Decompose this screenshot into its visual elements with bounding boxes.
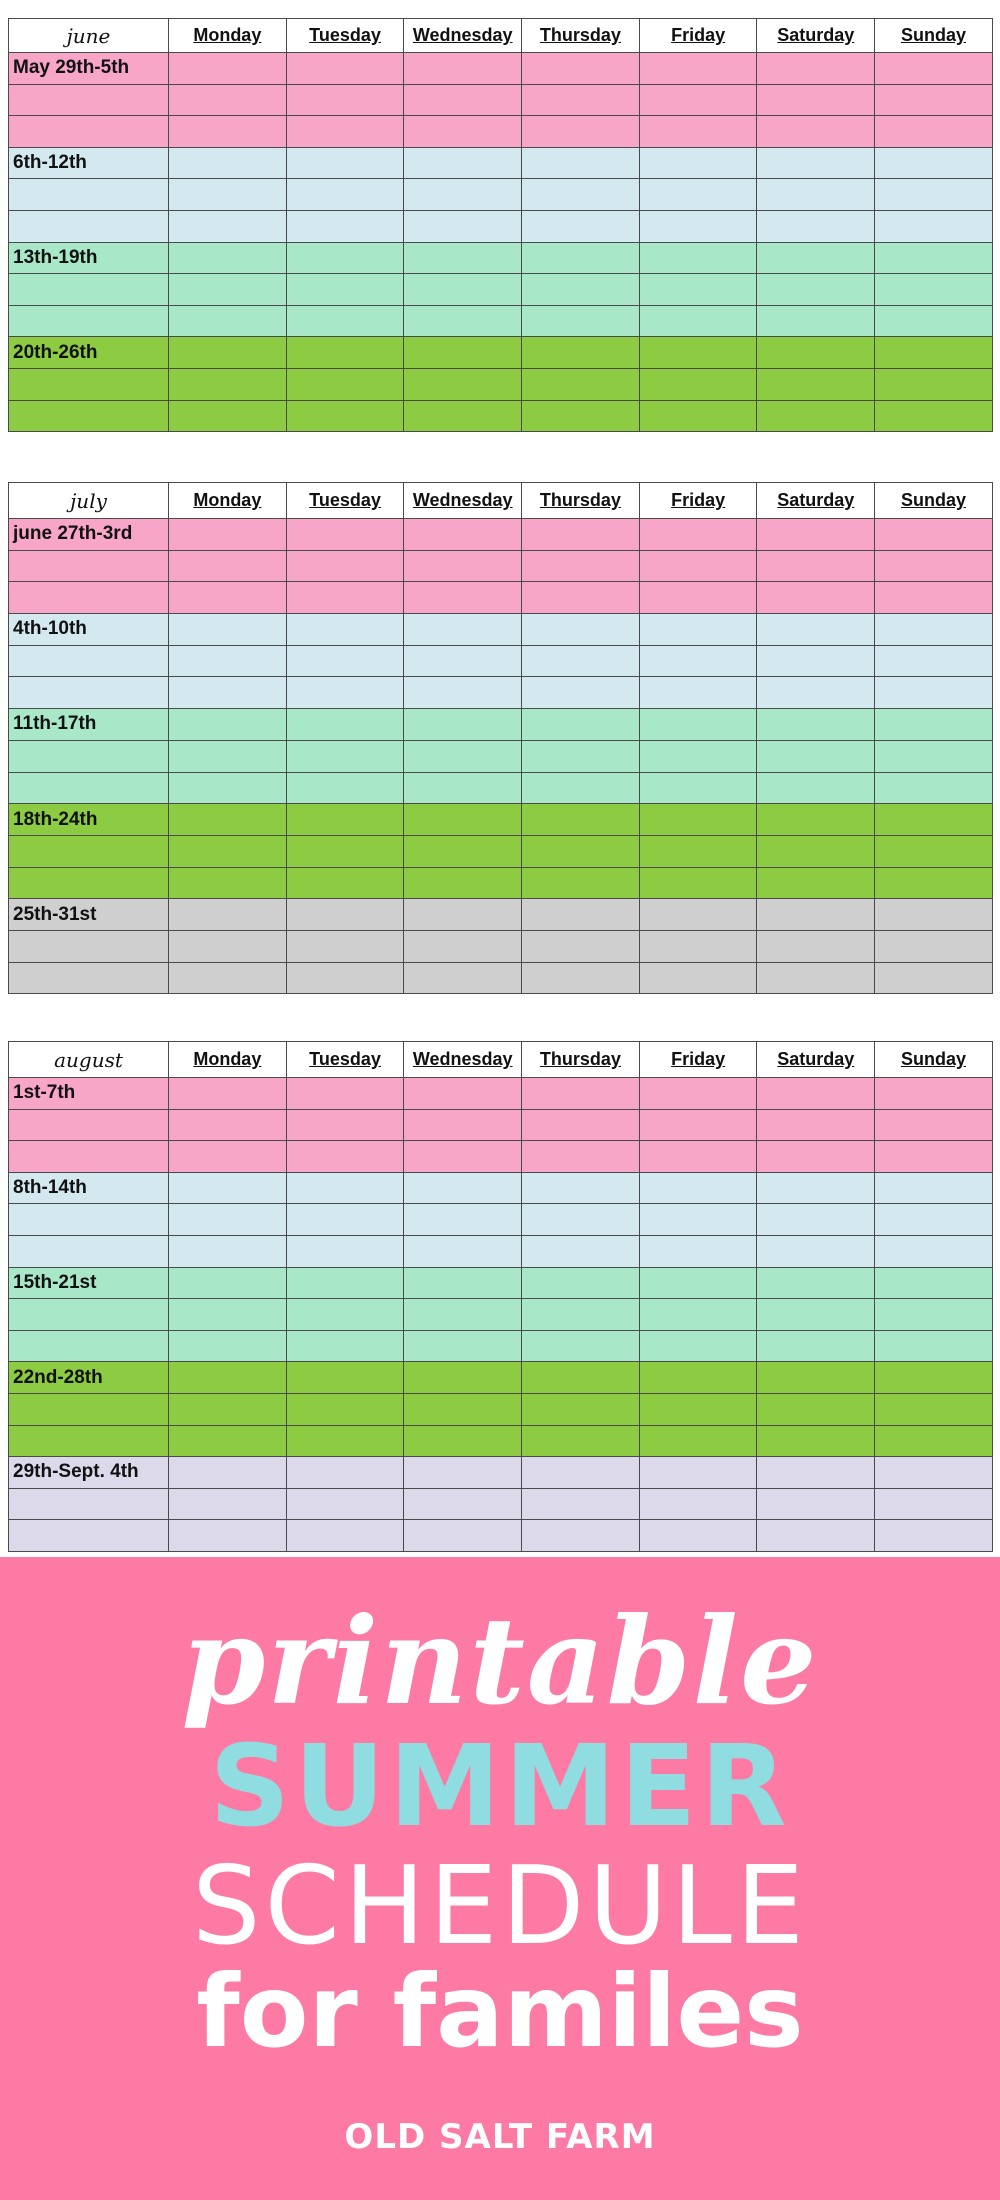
banner-summer-text: SUMMER: [209, 1722, 791, 1852]
week-label: 8th-14th: [9, 1172, 169, 1204]
week-row: [9, 1141, 993, 1173]
week-row: [9, 1488, 993, 1520]
week-row: [9, 1204, 993, 1236]
week-row: [9, 1267, 993, 1299]
day-header: Sunday: [875, 483, 993, 519]
week-label: 1st-7th: [9, 1078, 169, 1110]
title-banner: [0, 1557, 1000, 2200]
week-label: 20th-26th: [9, 337, 169, 369]
banner-printable-text: printable: [181, 1591, 819, 1732]
day-header: Saturday: [757, 1042, 875, 1078]
week-row: [9, 645, 993, 677]
week-row: [9, 550, 993, 582]
week-row: [9, 1078, 993, 1110]
week-label: 18th-24th: [9, 804, 169, 836]
week-label: May 29th-5th: [9, 53, 169, 85]
week-row: [9, 1393, 993, 1425]
week-row: [9, 305, 993, 337]
week-row: [9, 962, 993, 994]
banner-schedule-text: SCHEDULE: [191, 1844, 809, 1969]
june-schedule-table: [8, 18, 993, 432]
day-header: Friday: [639, 1042, 757, 1078]
banner-families-text: for familes: [196, 1953, 804, 2070]
day-header: Sunday: [875, 19, 993, 53]
week-label: 11th-17th: [9, 709, 169, 741]
week-row: [9, 772, 993, 804]
week-label: june 27th-3rd: [9, 519, 169, 551]
week-row: [9, 84, 993, 116]
day-header: Tuesday: [286, 483, 404, 519]
day-header: Saturday: [757, 483, 875, 519]
week-row: [9, 614, 993, 646]
week-row: [9, 147, 993, 179]
week-row: [9, 1235, 993, 1267]
brand-name: OLD SALT FARM: [344, 2117, 656, 2157]
day-header: Thursday: [522, 1042, 640, 1078]
month-header: july: [9, 483, 169, 519]
header-row: [9, 19, 993, 53]
week-label: 4th-10th: [9, 614, 169, 646]
week-row: [9, 804, 993, 836]
week-label: 6th-12th: [9, 147, 169, 179]
day-header: Wednesday: [404, 483, 522, 519]
week-row: [9, 1457, 993, 1489]
week-label: 22nd-28th: [9, 1362, 169, 1394]
week-row: [9, 677, 993, 709]
day-header: Tuesday: [286, 19, 404, 53]
week-row: [9, 582, 993, 614]
day-header: Wednesday: [404, 1042, 522, 1078]
day-header: Thursday: [522, 483, 640, 519]
day-header: Friday: [639, 483, 757, 519]
header-row: [9, 1042, 993, 1078]
week-row: [9, 519, 993, 551]
week-row: [9, 53, 993, 85]
week-label: 29th-Sept. 4th: [9, 1457, 169, 1489]
week-row: [9, 210, 993, 242]
day-header: Monday: [169, 483, 287, 519]
week-row: [9, 242, 993, 274]
week-row: [9, 179, 993, 211]
day-header: Friday: [639, 19, 757, 53]
week-row: [9, 1109, 993, 1141]
day-header: Wednesday: [404, 19, 522, 53]
day-header: Monday: [169, 1042, 287, 1078]
week-label: 25th-31st: [9, 899, 169, 931]
week-row: [9, 867, 993, 899]
july-schedule-table: [8, 482, 993, 994]
week-row: [9, 1362, 993, 1394]
month-header: august: [9, 1042, 169, 1078]
day-header: Sunday: [875, 1042, 993, 1078]
day-header: Tuesday: [286, 1042, 404, 1078]
week-label: 15th-21st: [9, 1267, 169, 1299]
week-row: [9, 368, 993, 400]
week-row: [9, 740, 993, 772]
week-row: [9, 1425, 993, 1457]
day-header: Saturday: [757, 19, 875, 53]
week-row: [9, 899, 993, 931]
header-row: [9, 483, 993, 519]
august-schedule-table: [8, 1041, 993, 1552]
week-row: [9, 337, 993, 369]
week-label: 13th-19th: [9, 242, 169, 274]
week-row: [9, 274, 993, 306]
week-row: [9, 835, 993, 867]
week-row: [9, 1330, 993, 1362]
week-row: [9, 1299, 993, 1331]
month-header: june: [9, 19, 169, 53]
week-row: [9, 400, 993, 432]
week-row: [9, 1520, 993, 1552]
week-row: [9, 116, 993, 148]
day-header: Monday: [169, 19, 287, 53]
week-row: [9, 930, 993, 962]
week-row: [9, 709, 993, 741]
week-row: [9, 1172, 993, 1204]
day-header: Thursday: [522, 19, 640, 53]
